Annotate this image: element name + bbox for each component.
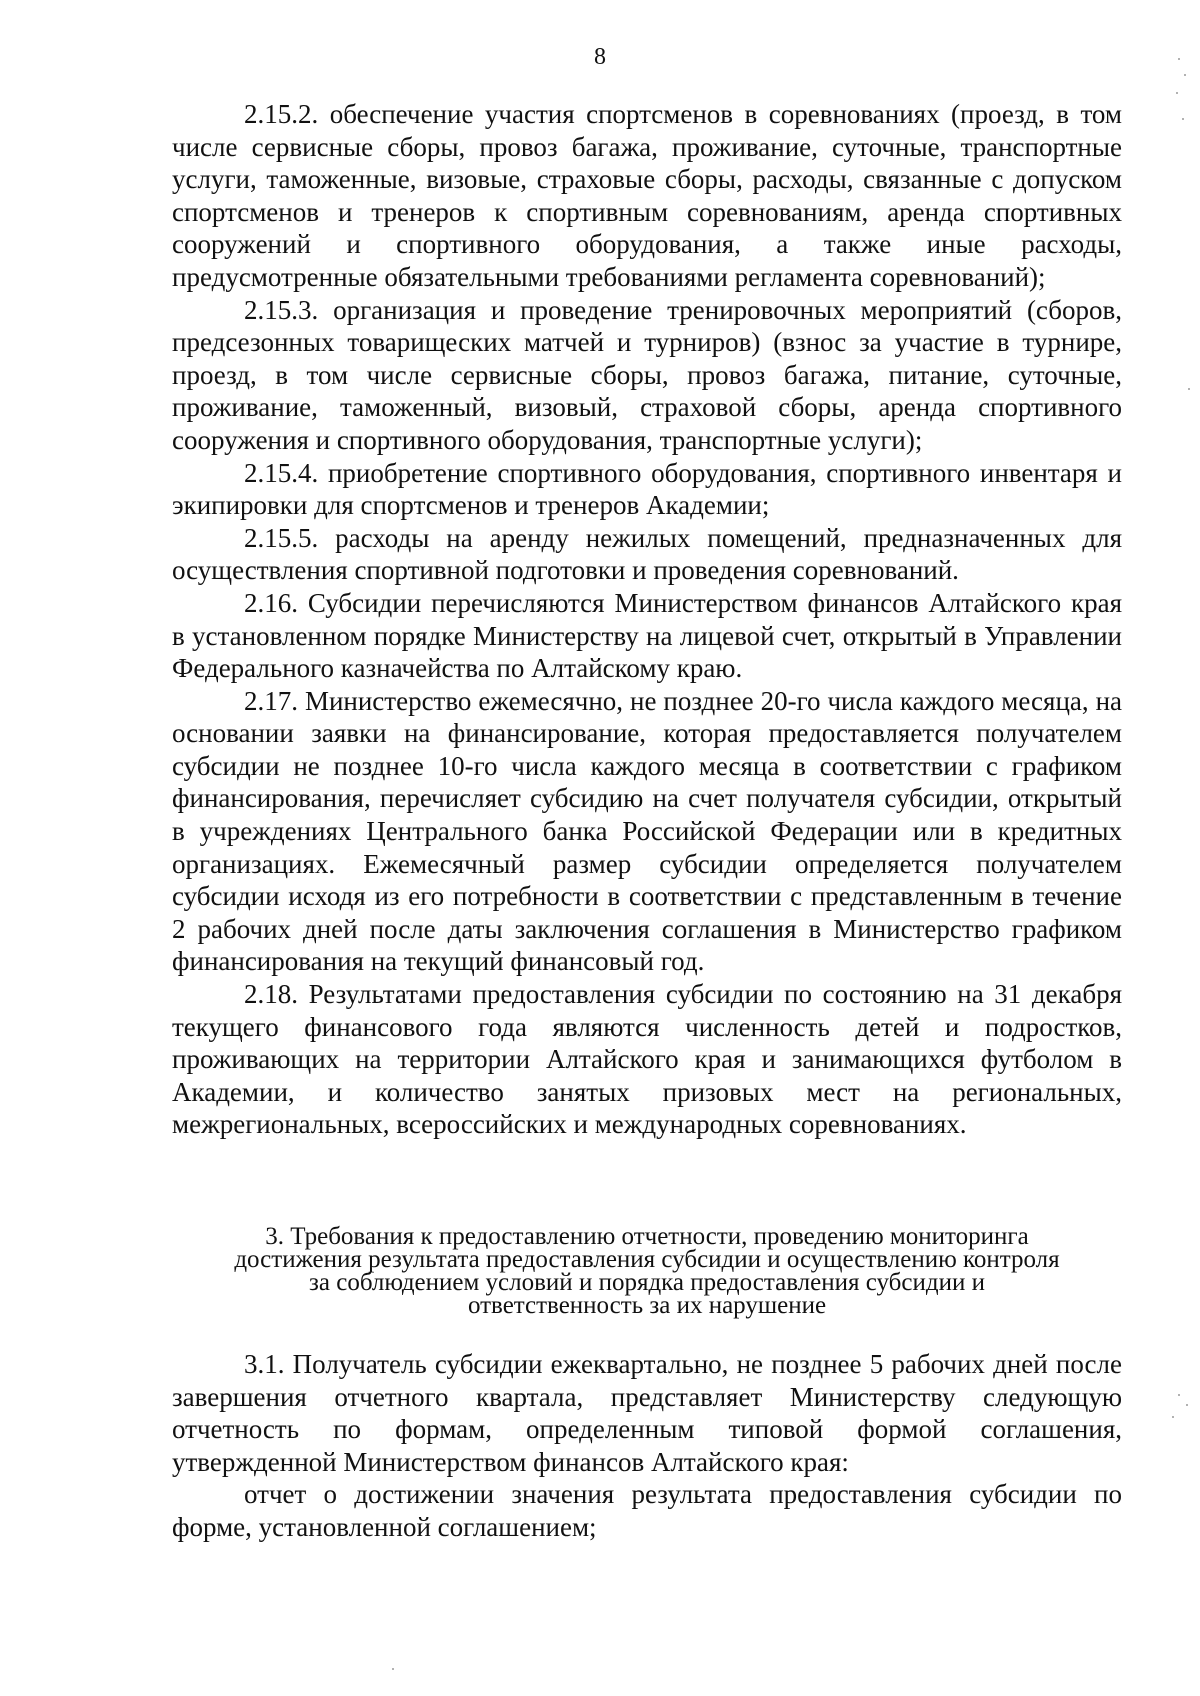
- section-heading-line: достижения результата предоставления субсидии и осуществлению контроля: [234, 1246, 1060, 1273]
- scan-speck: [1178, 1394, 1180, 1396]
- paragraph-2-15-5: 2.15.5. расходы на аренду нежилых помещений, предназначенных для осуществления спортивной подготовки и проведения соревнований.: [172, 522, 1122, 586]
- scan-speck: [1184, 74, 1186, 76]
- paragraph-2-17: 2.17. Министерство ежемесячно, не позднее 20-го числа каждого месяца, на основании заявки на финансирование, которая предоставляется получателем субсидии не позднее 10-го числа каждого месяца в соответствии с графиком финансирования, перечисляет субсидию на счет получателя субсидии, открытый в учреждениях Центрального банка Российской Федерации или в кредитных организациях. Ежемесячный размер субсидии определяется получателем субсидии исходя из его потребности в соответствии с представленным в течение 2 рабочих дней после даты заключения соглашения в Министерство графиком финансирования на текущий финансовый год.: [172, 685, 1122, 977]
- paragraph-report-item: отчет о достижении значения результата предоставления субсидии по форме, установленной соглашением;: [172, 1479, 1122, 1542]
- scan-speck: [392, 1668, 394, 1670]
- section-3-body: [172, 1348, 1122, 1544]
- scan-speck: [1186, 1404, 1188, 1406]
- section-heading-line: за соблюдением условий и порядка предоставления субсидии и: [309, 1269, 985, 1296]
- paragraph-2-15-3: 2.15.3. организация и проведение тренировочных мероприятий (сборов, предсезонных товарищеских матчей и турниров) (взнос за участие в турнире, проезд, в том числе сервисные сборы, провоз багажа, питание, суточные, проживание, таможенный, визовый, страховой сборы, аренда спортивного сооружения и спортивного оборудования, транспортные услуги);: [172, 294, 1122, 455]
- paragraph-2-18: 2.18. Результатами предоставления субсидии по состоянию на 31 декабря текущего финансового года являются численность детей и подростков, проживающих на территории Алтайского края и занимающихся футболом в Академии, и количество занятых призовых мест на региональных, межрегиональных, всероссийских и международных соревнованиях.: [172, 979, 1122, 1140]
- scan-speck: [1188, 388, 1190, 390]
- paragraph-2-16: 2.16. Субсидии перечисляются Министерством финансов Алтайского края в установленном порядке Министерству на лицевой счет, открытый в Управлении Федерального казначейства по Алтайскому краю.: [172, 587, 1122, 684]
- section-3-heading: [172, 1225, 1122, 1317]
- document-body: [172, 98, 1122, 1141]
- scan-speck: [1176, 92, 1178, 94]
- section-heading-line: ответственность за их нарушение: [467, 1292, 827, 1319]
- paragraph-3-1: 3.1. Получатель субсидии ежеквартально, не позднее 5 рабочих дней после завершения отчетного квартала, представляет Министерству следующую отчетность по формам, определенным типовой формой соглашения, утвержденной Министерством финансов Алтайского края:: [172, 1349, 1122, 1477]
- scan-speck: [1178, 58, 1180, 60]
- page-number: 8: [594, 44, 606, 70]
- scan-speck: [1172, 1416, 1174, 1418]
- paragraph-2-15-4: 2.15.4. приобретение спортивного оборудования, спортивного инвентаря и экипировки для спортсменов и тренеров Академии;: [172, 457, 1122, 521]
- section-heading-line: 3. Требования к предоставлению отчетности, проведению мониторинга: [265, 1223, 1029, 1250]
- paragraph-2-15-2: 2.15.2. обеспечение участия спортсменов в соревнованиях (проезд, в том числе сервисные сборы, провоз багажа, проживание, суточные, транспортные услуги, таможенные, визовые, страховые сборы, расходы, связанные с допуском спортсменов и тренеров к спортивным соревнованиям, аренда спортивных сооружений и спортивного оборудования, а также иные расходы, предусмотренные обязательными требованиями регламента соревнований);: [172, 99, 1122, 292]
- scan-speck: [1182, 118, 1184, 120]
